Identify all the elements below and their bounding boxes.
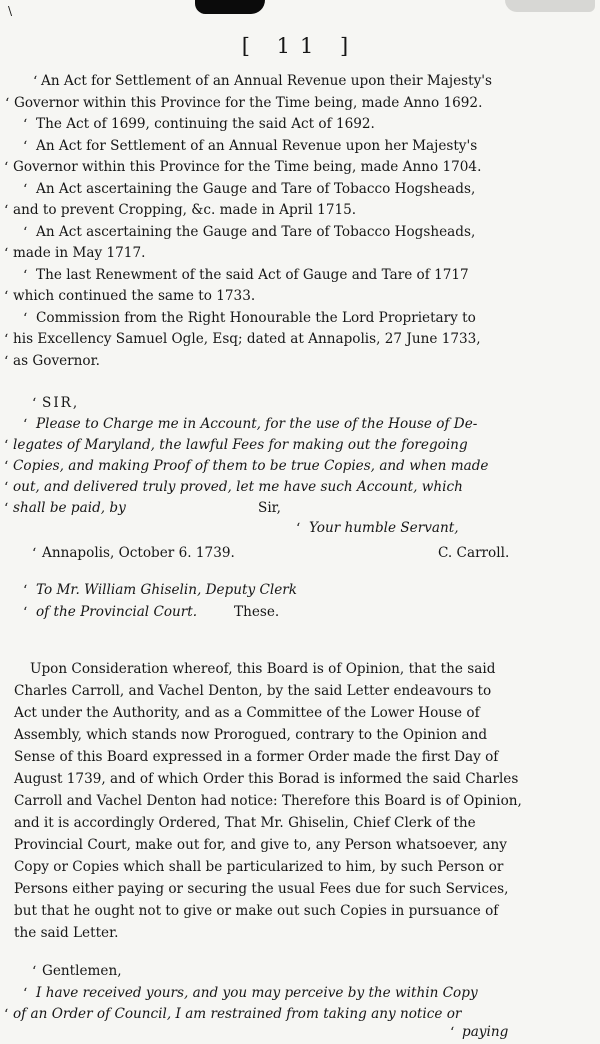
- quote-mark: ‘: [4, 332, 9, 348]
- act-line: An Act for Settlement of an Annual Revenue upon her Majesty's: [36, 138, 478, 154]
- letter1-address-line: of the Provincial Court.: [36, 604, 198, 620]
- letter1-body-line: shall be paid, by: [13, 500, 126, 516]
- quote-mark: ‘: [23, 583, 28, 599]
- act-line: Commission from the Right Honourable the Lord Proprietary to: [36, 310, 476, 326]
- quote-mark: ‘: [4, 354, 9, 370]
- letter1-signature: C. Carroll.: [438, 545, 510, 561]
- quote-mark: ‘: [4, 289, 9, 305]
- quote-mark: ‘: [23, 268, 28, 284]
- letter1-salutation: SIR,: [42, 395, 80, 411]
- resolution-line: Assembly, which stands now Prorogued, contrary to the Opinion and: [14, 727, 488, 743]
- act-line: An Act ascertaining the Gauge and Tare of Tobacco Hogsheads,: [36, 224, 476, 240]
- quote-mark: ‘: [23, 986, 28, 1002]
- letter1-closing: Your humble Servant,: [309, 520, 459, 536]
- quote-mark: ‘: [4, 480, 9, 496]
- quote-mark: ‘: [23, 311, 28, 327]
- quote-mark: ‘: [23, 182, 28, 198]
- quote-mark: ‘: [33, 74, 38, 90]
- quote-mark: ‘: [296, 521, 301, 537]
- resolution-line: August 1739, and of which Order this Borad is informed the said Charles: [14, 771, 519, 787]
- quote-mark: ‘: [23, 605, 28, 621]
- letter2-body-line: I have received yours, and you may perceive by the within Copy: [36, 985, 478, 1001]
- act-line: made in May 1717.: [13, 245, 146, 261]
- page-number: [ 11 ]: [241, 34, 359, 58]
- resolution-line: but that he ought not to give or make out such Copies in pursuance of: [14, 903, 499, 919]
- act-line: The Act of 1699, continuing the said Act of 1692.: [36, 116, 375, 132]
- act-line: and to prevent Cropping, &c. made in April 1715.: [13, 202, 357, 218]
- quote-mark: ‘: [4, 459, 9, 475]
- quote-mark: ‘: [5, 96, 10, 112]
- quote-mark: ‘: [450, 1025, 455, 1041]
- quote-mark: ‘: [4, 246, 9, 262]
- letter1-body-line: legates of Maryland, the lawful Fees for making out the foregoing: [13, 437, 468, 453]
- resolution-line: Upon Consideration whereof, this Board is of Opinion, that the said: [30, 661, 496, 677]
- margin-mark: \: [8, 4, 13, 18]
- resolution-line: Copy or Copies which shall be particularized to him, by such Person or: [14, 859, 504, 875]
- act-line: as Governor.: [13, 353, 100, 369]
- letter1-address-line: To Mr. William Ghiselin, Deputy Clerk: [36, 582, 297, 598]
- catchword: paying: [462, 1024, 509, 1040]
- act-line: The last Renewment of the said Act of Gauge and Tare of 1717: [36, 267, 469, 283]
- ink-blot: [195, 0, 265, 14]
- paper-stain: [505, 0, 595, 12]
- resolution-line: Provincial Court, make out for, and give to, any Person whatsoever, any: [14, 837, 507, 853]
- quote-mark: ‘: [4, 438, 9, 454]
- quote-mark: ‘: [32, 546, 37, 562]
- act-line: Governor within this Province for the Time being, made Anno 1704.: [13, 159, 482, 175]
- quote-mark: ‘: [32, 396, 37, 412]
- letter1-these: These.: [234, 604, 280, 620]
- quote-mark: ‘: [23, 225, 28, 241]
- letter2-salutation: Gentlemen,: [42, 963, 122, 979]
- letter1-sir: Sir,: [258, 500, 281, 516]
- letter1-body-line: Please to Charge me in Account, for the use of the House of De-: [36, 416, 478, 432]
- resolution-line: Charles Carroll, and Vachel Denton, by the said Letter endeavours to: [14, 683, 492, 699]
- letter2-body-line: of an Order of Council, I am restrained from taking any notice or: [13, 1006, 462, 1022]
- resolution-line: Carroll and Vachel Denton had notice: Therefore this Board is of Opinion,: [14, 793, 522, 809]
- resolution-line: the said Letter.: [14, 925, 119, 941]
- act-line: his Excellency Samuel Ogle, Esq; dated at Annapolis, 27 June 1733,: [13, 331, 481, 347]
- act-line: Governor within this Province for the Time being, made Anno 1692.: [14, 95, 483, 111]
- resolution-line: Sense of this Board expressed in a former Order made the first Day of: [14, 749, 499, 765]
- quote-mark: ‘: [23, 139, 28, 155]
- quote-mark: ‘: [4, 203, 9, 219]
- quote-mark: ‘: [32, 964, 37, 980]
- letter1-body-line: Copies, and making Proof of them to be true Copies, and when made: [13, 458, 489, 474]
- resolution-line: and it is accordingly Ordered, That Mr. Ghiselin, Chief Clerk of the: [14, 815, 476, 831]
- quote-mark: ‘: [4, 501, 9, 517]
- act-line: An Act ascertaining the Gauge and Tare of Tobacco Hogsheads,: [36, 181, 476, 197]
- quote-mark: ‘: [23, 417, 28, 433]
- quote-mark: ‘: [23, 117, 28, 133]
- act-line: An Act for Settlement of an Annual Revenue upon their Majesty's: [41, 73, 493, 89]
- act-line: which continued the same to 1733.: [13, 288, 256, 304]
- quote-mark: ‘: [4, 160, 9, 176]
- letter1-place-date: Annapolis, October 6. 1739.: [42, 545, 235, 561]
- quote-mark: ‘: [4, 1007, 9, 1023]
- letter1-body-line: out, and delivered truly proved, let me have such Account, which: [13, 479, 463, 495]
- resolution-line: Act under the Authority, and as a Committee of the Lower House of: [14, 705, 480, 721]
- resolution-line: Persons either paying or securing the usual Fees due for such Services,: [14, 881, 509, 897]
